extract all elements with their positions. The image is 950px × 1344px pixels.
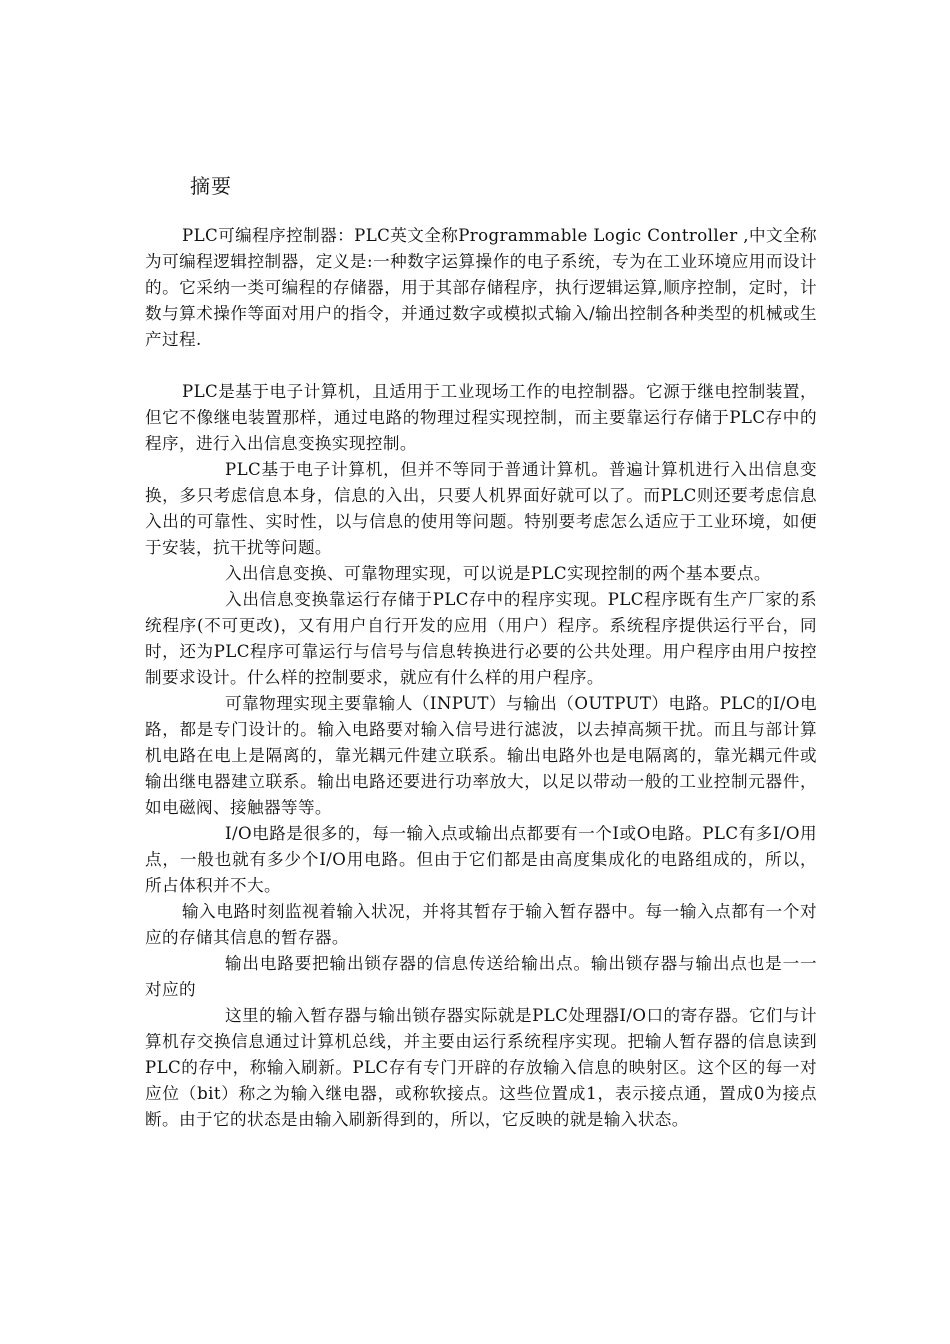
paragraph-registers: 这里的输入暂存器与输出锁存器实际就是PLC处理器I/O口的寄存器。它们与计算机存交换信息通过计算机总线，并主要由运行系统程序实现。把输人暂存器的信息读到PLC的存中，称输入刷新。PLC存有专门开辟的存放输入信息的映射区。这个区的每一对应位（bit）称之为输入继电器，或称软接点。这些位置成1，表示接点通，置成0为接点断。由于它的状态是由输入刷新得到的，所以，它反映的就是输入状态。 bbox=[145, 1006, 817, 1129]
paragraph-gap bbox=[145, 353, 817, 379]
paragraph-input-monitoring: 输入电路时刻监视着输入状况，并将其暂存于输入暂存器中。每一输入点都有一个对应的存储其信息的暂存器。 bbox=[145, 902, 817, 947]
paragraph-plc-origin: PLC是基于电子计算机，且适用于工业现场工作的电控制器。它源于继电控制装置，但它不像继电装置那样，通过电路的物理过程实现控制，而主要靠运行存储于PLC存中的程序，进行入出信息变换实现控制。 bbox=[145, 382, 817, 453]
document-body bbox=[145, 223, 817, 1133]
paragraph-output-latch: 输出电路要把输出锁存器的信息传送给输出点。输出锁存器与输出点也是一一对应的 bbox=[145, 954, 817, 999]
paragraph-plc-definition: PLC可编程序控制器：PLC英文全称Programmable Logic Controller ,中文全称为可编程逻辑控制器，定义是:一种数字运算操作的电子系统，专为在工业环境应用而设计的。它采纳一类可编程的存储器，用于其部存储程序，执行逻辑运算,顺序控制，定时，计数与算术操作等面对用户的指令，并通过数字或模拟式输入/输出控制各种类型的机械或生产过程. bbox=[145, 226, 817, 349]
paragraph-io-circuits: 可靠物理实现主要靠输人（INPUT）与输出（OUTPUT）电路。PLC的I/O电路，都是专门设计的。输入电路要对输入信号进行滤波，以去掉高频干扰。而且与部计算机电路在电上是隔离的，靠光耦元件建立联系。输出电路外也是电隔离的，靠光耦元件或输出继电器建立联系。输出电路还要进行功率放大，以足以带动一般的工业控制元器件，如电磁阀、接触器等等。 bbox=[145, 694, 817, 817]
abstract-heading: 摘要 bbox=[190, 174, 232, 198]
paragraph-program-types: 入出信息变换靠运行存储于PLC存中的程序实现。PLC程序既有生产厂家的系统程序(不可更改)，又有用户自行开发的应用（用户）程序。系统程序提供运行平台，同时，还为PLC程序可靠运行与信号与信息转换进行必要的公共处理。用户程序由用户按控制要求设计。什么样的控制要求，就应有什么样的用户程序。 bbox=[145, 590, 817, 687]
paragraph-plc-vs-computer: PLC基于电子计算机，但并不等同于普通计算机。普遍计算机进行入出信息变换，多只考虑信息本身，信息的入出，只要人机界面好就可以了。而PLC则还要考虑信息入出的可靠性、实时性，以与信息的使用等问题。特别要考虑怎么适应于工业环境，如便于安装，抗干扰等问题。 bbox=[145, 460, 817, 557]
paragraph-two-key-points: 入出信息变换、可靠物理实现，可以说是PLC实现控制的两个基本要点。 bbox=[225, 564, 771, 583]
paragraph-io-points: I/O电路是很多的，每一输入点或输出点都要有一个I或O电路。PLC有多I/O用点，一般也就有多少个I/O用电路。但由于它们都是由高度集成化的电路组成的，所以，所占体积并不大。 bbox=[145, 824, 817, 895]
